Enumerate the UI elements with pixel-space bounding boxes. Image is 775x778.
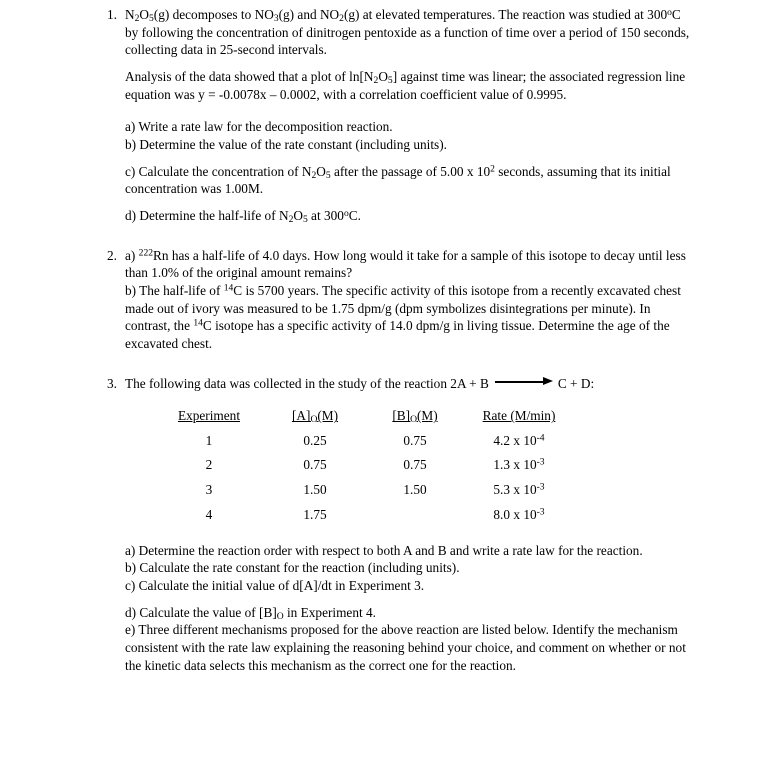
p1-sub-4: 2 bbox=[339, 13, 344, 25]
problem-1-number: 1. bbox=[107, 7, 117, 22]
problem-3 bbox=[107, 375, 690, 675]
cell-initial-a: 0.75 bbox=[303, 457, 327, 473]
cell-experiment: 3 bbox=[205, 481, 213, 497]
kinetics-data-table bbox=[153, 407, 573, 526]
p1c-exponent: 2 bbox=[490, 163, 495, 175]
p1c-sub-1: 2 bbox=[311, 169, 317, 181]
problem-3-intro bbox=[125, 375, 690, 393]
p1c-text-1: c) Calculate the concentration of N bbox=[125, 163, 312, 179]
problem-1-statement bbox=[125, 6, 690, 59]
problem-2 bbox=[107, 247, 690, 353]
p1-analysis-sub-1: 2 bbox=[373, 75, 379, 87]
header-initial-b bbox=[365, 407, 465, 428]
problem-3-part-d bbox=[125, 604, 690, 622]
table-row bbox=[153, 453, 573, 478]
p1d-sub-2: 5 bbox=[302, 214, 308, 226]
p1-sub-1: 2 bbox=[134, 13, 140, 25]
table-body bbox=[153, 428, 573, 527]
p1d-sub-1: 2 bbox=[288, 214, 294, 226]
p1c-text-3: after the passage of 5.00 x 10 bbox=[330, 163, 491, 179]
p1c-text-2: O bbox=[316, 163, 326, 179]
p1-text-1: N bbox=[125, 7, 135, 22]
p1-text-2: O bbox=[139, 7, 149, 22]
p1-analysis-sub-2: 5 bbox=[387, 75, 393, 87]
p2b-mass-number-2: 14 bbox=[193, 318, 203, 330]
degree-symbol: o bbox=[343, 207, 349, 219]
header-b-subscript: O bbox=[410, 414, 417, 426]
p2b-mid: C is 5700 years. The specific activity of this isotope from a recently excavated chest made out of ivory was measured to be 1.75 dpm/g (dpm symbolizes disintegrations per minute). In contrast, the bbox=[125, 283, 681, 334]
p2a-mass-number: 222 bbox=[138, 247, 153, 259]
rate-exponent: -3 bbox=[536, 506, 545, 518]
header-initial-a bbox=[265, 407, 365, 428]
header-a-open: [A] bbox=[291, 408, 311, 424]
cell-initial-b: 1.50 bbox=[403, 481, 427, 497]
problem-1-part-b: b) Determine the value of the rate constant (including units). bbox=[125, 137, 447, 153]
rate-mantissa: 1.3 x 10 bbox=[493, 457, 537, 473]
cell-initial-a: 0.25 bbox=[303, 432, 327, 448]
problem-3-part-e: e) Three different mechanisms proposed for the above reaction are listed below. Identify the mechanism consistent with the rate law explaining the reasoning behind your choice, and comment on whether or not the kinetic data selects this mechanism as the correct one for the reaction. bbox=[125, 622, 686, 673]
problem-1-part-a: a) Write a rate law for the decomposition reaction. bbox=[125, 119, 393, 135]
p1-text-3: (g) decomposes to NO bbox=[153, 7, 274, 22]
problem-2-part-a bbox=[125, 247, 690, 282]
problem-3-part-c: c) Calculate the initial value of d[A]/dt in Experiment 3. bbox=[125, 578, 425, 594]
cell-initial-b bbox=[365, 502, 465, 527]
p1d-text-2: O bbox=[293, 208, 303, 224]
problem-1 bbox=[107, 6, 690, 225]
problem-3-number: 3. bbox=[107, 375, 117, 391]
rate-mantissa: 4.2 x 10 bbox=[493, 432, 537, 448]
problem-2-number: 2. bbox=[107, 247, 117, 263]
p2b-lead: b) The half-life of bbox=[125, 283, 224, 299]
p1-analysis-text-2: O bbox=[378, 69, 388, 85]
p2b-tail: C isotope has a specific activity of 14.0 dpm/g in living tissue. Determine the age of the excavated chest. bbox=[125, 318, 670, 352]
cell-experiment: 4 bbox=[205, 506, 213, 522]
reaction-arrow-icon bbox=[495, 377, 553, 387]
problem-1-part-d bbox=[125, 207, 690, 225]
p1d-text-1: d) Determine the half-life of N bbox=[125, 208, 289, 224]
p3-intro-prefix: The following data was collected in the study of the reaction 2A + B bbox=[125, 375, 489, 391]
header-b-open: [B] bbox=[392, 408, 411, 424]
cell-initial-b: 0.75 bbox=[403, 457, 427, 473]
p1-sub-2: 5 bbox=[149, 13, 154, 25]
p1d-text-3: at 300 bbox=[307, 208, 344, 224]
p1-analysis-text-1: Analysis of the data showed that a plot of ln[N bbox=[125, 69, 374, 85]
rate-mantissa: 8.0 x 10 bbox=[493, 506, 537, 522]
header-rate: Rate (M/min) bbox=[482, 408, 556, 424]
header-a-subscript: O bbox=[310, 414, 318, 426]
table-row bbox=[153, 502, 573, 527]
p3d-subscript: O bbox=[276, 610, 284, 622]
problem-2-part-b bbox=[125, 282, 690, 353]
p1-sub-3: 3 bbox=[273, 13, 279, 25]
p2a-body: Rn has a half-life of 4.0 days. How long would it take for a sample of this isotope to decay until less than 1.0% of the original amount remains? bbox=[125, 247, 686, 281]
p2a-lead: a) bbox=[125, 247, 139, 263]
header-experiment: Experiment bbox=[177, 408, 241, 424]
p1-text-6: C by following the concentration of dinitrogen pentoxide as a function of time over a period of 150 seconds, collecting data in 25-second intervals. bbox=[125, 7, 690, 58]
header-b-close: (M) bbox=[416, 408, 438, 424]
cell-experiment: 2 bbox=[205, 457, 213, 473]
cell-rate bbox=[465, 453, 573, 478]
header-a-close: (M) bbox=[317, 408, 339, 424]
p3d-text-1: d) Calculate the value of [B] bbox=[125, 604, 277, 620]
problem-3-part-b: b) Calculate the rate constant for the reaction (including units). bbox=[125, 560, 460, 576]
p1-text-5: (g) at elevated temperatures. The reaction was studied at 300 bbox=[343, 7, 668, 22]
p1c-sub-2: 5 bbox=[325, 169, 331, 181]
cell-experiment: 1 bbox=[205, 432, 213, 448]
p1d-text-4: C. bbox=[348, 208, 361, 224]
rate-mantissa: 5.3 x 10 bbox=[493, 481, 537, 497]
cell-rate bbox=[465, 428, 573, 453]
cell-rate bbox=[465, 502, 573, 527]
rate-exponent: -3 bbox=[536, 481, 545, 493]
rate-exponent: -3 bbox=[536, 456, 545, 468]
degree-symbol: o bbox=[667, 6, 672, 18]
cell-rate bbox=[465, 477, 573, 502]
cell-initial-a: 1.50 bbox=[303, 481, 327, 497]
problem-3-part-a: a) Determine the reaction order with respect to both A and B and write a rate law for the reaction. bbox=[125, 542, 643, 558]
table-row bbox=[153, 477, 573, 502]
rate-exponent: -4 bbox=[536, 432, 545, 444]
problem-1-analysis bbox=[125, 68, 690, 103]
cell-initial-a: 1.75 bbox=[303, 506, 327, 522]
p3d-text-2: in Experiment 4. bbox=[283, 604, 376, 620]
p2b-mass-number-1: 14 bbox=[223, 282, 234, 294]
table-row bbox=[153, 428, 573, 453]
p1c-text-4: seconds, assuming that its initial concentration was 1.00M. bbox=[125, 163, 671, 197]
p1-analysis-text-3: ] against time was linear; the associated regression line equation was y = -0.0078x – 0.0002, with a correlation coefficient value of 0.9995. bbox=[125, 69, 686, 102]
p3-intro-suffix: C + D: bbox=[557, 375, 595, 391]
cell-initial-b: 0.75 bbox=[403, 432, 427, 448]
p1-text-4: (g) and NO bbox=[278, 7, 340, 22]
table-header-row bbox=[153, 407, 573, 428]
problem-1-part-c bbox=[125, 163, 690, 198]
